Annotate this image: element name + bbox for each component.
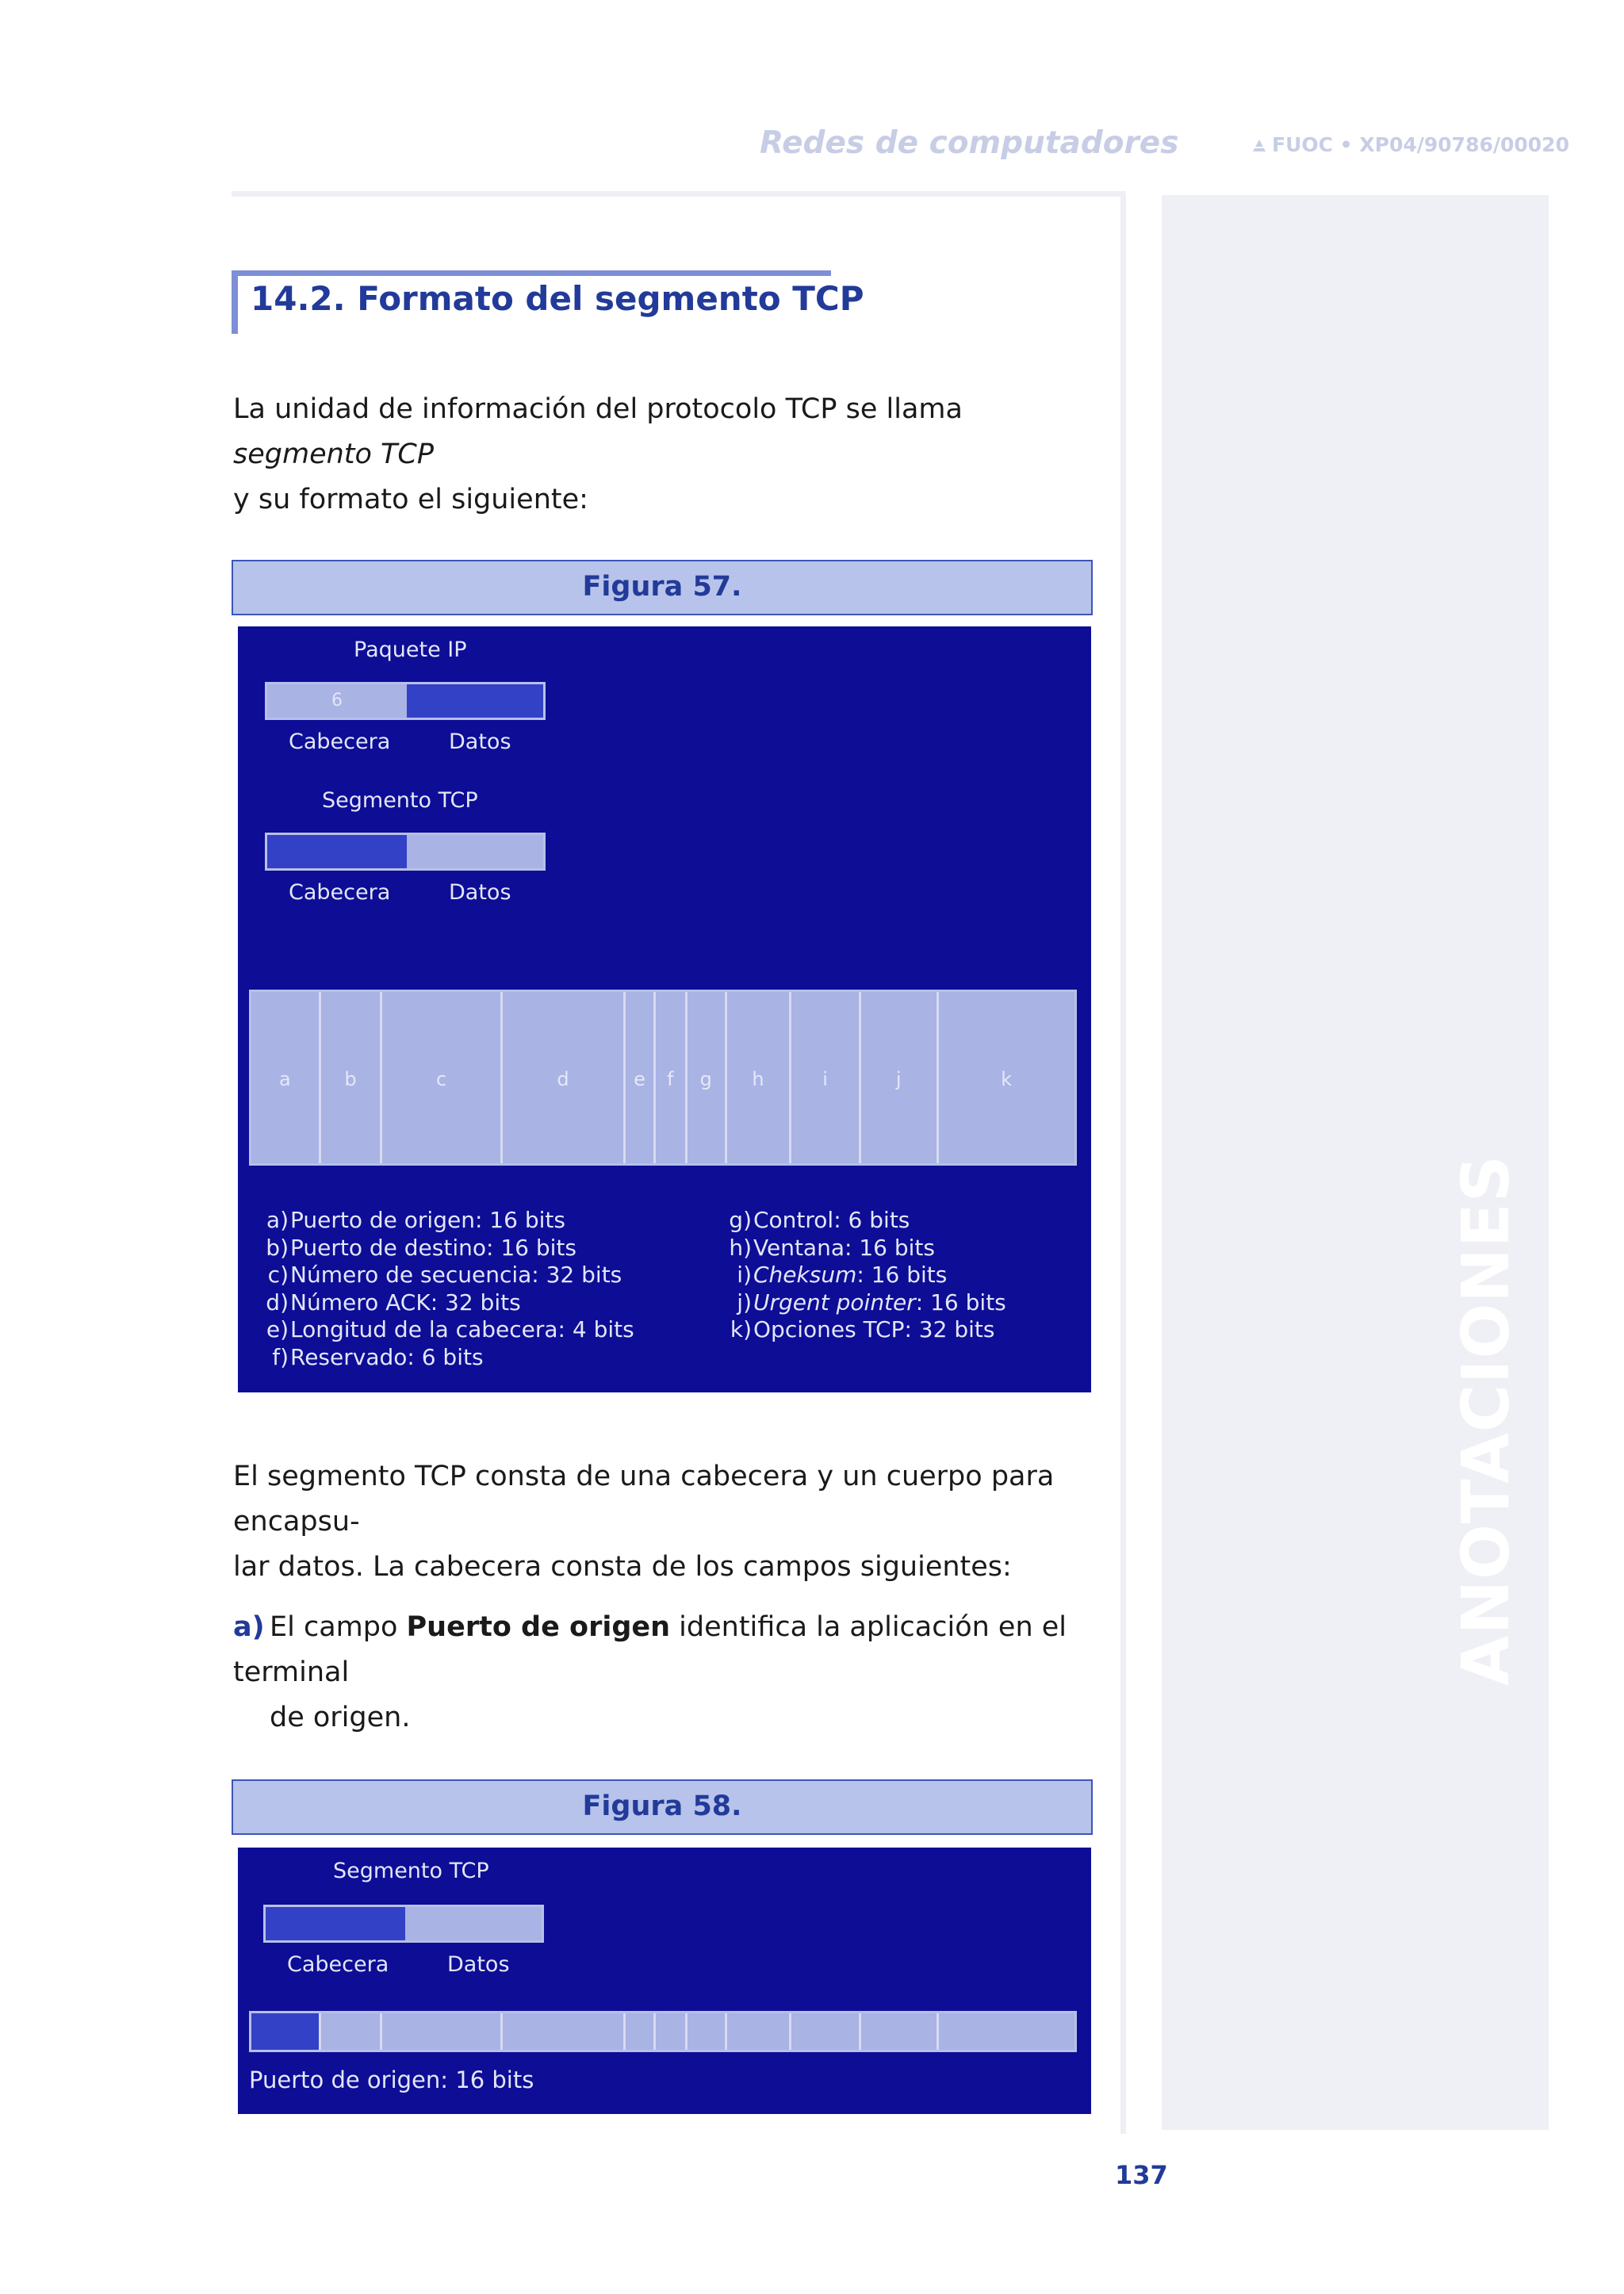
field-letter: f (667, 1068, 674, 1090)
field-k (939, 992, 1074, 1163)
legend-key: h) (729, 1234, 752, 1261)
legend-right-item (709, 1289, 1006, 1317)
figure-57 (238, 626, 1091, 1392)
fig58-tcp-bar (263, 1905, 544, 1943)
field-letter: b (344, 1068, 357, 1090)
field-f (656, 992, 688, 1163)
legend-key: f) (272, 1343, 289, 1370)
field-letter: g (699, 1068, 712, 1090)
legend-text: Opciones TCP: 32 bits (753, 1316, 995, 1342)
heading-rule-left (232, 270, 238, 334)
field-letter: e (634, 1068, 645, 1090)
legend-text: Número ACK: 32 bits (290, 1289, 521, 1316)
legend-text: Número de secuencia: 32 bits (290, 1262, 622, 1288)
heading-rule-top (232, 270, 831, 276)
document-code-text: FUOC • XP04/90786/00020 (1272, 133, 1569, 156)
item-a-line2: de origen. (270, 1702, 411, 1733)
list-item-a (233, 1605, 1097, 1741)
top-rule (232, 191, 1126, 197)
fig58-field-i (791, 2013, 861, 2050)
fig58-field-a (251, 2013, 321, 2050)
body-line2: lar datos. La cabecera consta de los campos siguientes: (233, 1551, 1012, 1583)
field-letter: i (822, 1068, 828, 1090)
ip-header-label: Cabecera (289, 730, 391, 754)
fig58-header-block (266, 1907, 405, 1940)
legend-left-item (246, 1344, 634, 1372)
legend-key: d) (266, 1289, 289, 1316)
field-h (727, 992, 792, 1163)
legend-key: i) (737, 1262, 752, 1288)
fig58-field-b (321, 2013, 383, 2050)
tcp-data-label: Datos (449, 880, 511, 905)
fig58-field-k (939, 2013, 1074, 2050)
item-a-after: identifica la aplicación en el terminal (233, 1611, 1067, 1688)
field-i (791, 992, 861, 1163)
legend-key: c) (267, 1262, 289, 1288)
legend-text: Puerto de origen: 16 bits (290, 1207, 565, 1233)
legend-left-item (246, 1316, 634, 1344)
field-letter: c (435, 1068, 447, 1090)
body-line1: El segmento TCP consta de una cabecera y un cuerpo para encapsu- (233, 1461, 1055, 1538)
field-b (321, 992, 383, 1163)
section-title: Formato del segmento TCP (357, 279, 864, 318)
fig58-field-j (861, 2013, 939, 2050)
tcp-header-block (267, 835, 407, 868)
intro-emphasis: segmento TCP (233, 439, 434, 470)
field-a (251, 992, 321, 1163)
fig58-data-label: Datos (447, 1952, 510, 1977)
page-number: 137 (1115, 2160, 1168, 2190)
legend-key: k) (730, 1316, 752, 1342)
legend-left (246, 1207, 634, 1371)
field-g (688, 992, 727, 1163)
legend-left-item (246, 1289, 634, 1317)
fig58-header-label: Cabecera (287, 1952, 389, 1977)
fig58-header-fields (249, 2011, 1077, 2052)
legend-text: Longitud de la cabecera: 4 bits (290, 1316, 634, 1342)
field-letter: k (1001, 1068, 1013, 1090)
legend-key: j) (737, 1289, 752, 1316)
field-d (503, 992, 626, 1163)
fig58-field-g (688, 2013, 727, 2050)
item-a-text: El campo (270, 1611, 407, 1643)
legend-key: g) (729, 1207, 752, 1233)
field-letter: j (895, 1068, 902, 1090)
item-a-bold: Puerto de origen (406, 1611, 671, 1643)
legend-text: Cheksum: 16 bits (753, 1262, 948, 1288)
ip-packet-bar (265, 682, 546, 720)
section-number: 14.2. (251, 279, 346, 318)
tcp-header-label: Cabecera (289, 880, 391, 905)
legend-right-item (709, 1235, 1006, 1262)
field-letter: h (752, 1068, 764, 1090)
field-letter: d (557, 1068, 569, 1090)
field-j (861, 992, 939, 1163)
intro-text: La unidad de información del protocolo TCP se llama (233, 393, 963, 425)
tcp-data-block (407, 835, 543, 868)
document-code (1251, 133, 1569, 156)
legend-key: a) (266, 1207, 289, 1233)
fig58-data-block (405, 1907, 542, 1940)
legend-left-item (246, 1207, 634, 1235)
figure-58 (238, 1848, 1091, 2114)
legend-text: Control: 6 bits (753, 1207, 910, 1233)
field-letter: a (278, 1068, 291, 1090)
ip-data-label: Datos (449, 730, 511, 754)
body-paragraph (233, 1454, 1097, 1590)
fig58-field-h (727, 2013, 792, 2050)
list-marker: a) (233, 1611, 265, 1643)
legend-right-item (709, 1262, 1006, 1289)
ip-packet-title: Paquete IP (354, 638, 467, 662)
intro-line2: y su formato el siguiente: (233, 484, 588, 515)
legend-right (709, 1207, 1006, 1344)
book-title: Redes de computadores (760, 125, 1179, 161)
intro-paragraph (233, 387, 1097, 523)
section-heading (251, 279, 864, 318)
figure-58-caption: Figura 58. (232, 1779, 1093, 1835)
column-rule (1120, 191, 1126, 2134)
tcp-segment-title: Segmento TCP (322, 788, 478, 813)
legend-right-item (709, 1316, 1006, 1344)
tcp-segment-bar (265, 833, 546, 871)
annotations-sidebar (1162, 195, 1549, 2130)
legend-left-item (246, 1235, 634, 1262)
fig58-highlight-label: Puerto de origen: 16 bits (249, 2066, 534, 2093)
figure-57-caption: Figura 57. (232, 560, 1093, 615)
fig58-tcp-title: Segmento TCP (333, 1859, 489, 1883)
field-c (382, 992, 502, 1163)
fig58-field-f (656, 2013, 688, 2050)
legend-key: e) (266, 1316, 289, 1342)
ip-data-block (407, 684, 543, 718)
tcp-header-fields (249, 990, 1077, 1166)
legend-text: Urgent pointer: 16 bits (753, 1289, 1006, 1316)
legend-key: b) (266, 1234, 289, 1261)
legend-text: Ventana: 16 bits (753, 1234, 935, 1261)
fig58-field-c (382, 2013, 502, 2050)
sidebar-label: ANOTACIONES (1449, 1155, 1524, 1686)
legend-text: Puerto de destino: 16 bits (290, 1234, 576, 1261)
legend-right-item (709, 1207, 1006, 1235)
field-e (626, 992, 656, 1163)
ip-header-block: 6 (267, 684, 407, 718)
legend-text: Reservado: 6 bits (290, 1343, 484, 1370)
fig58-field-e (626, 2013, 656, 2050)
fig58-field-d (503, 2013, 626, 2050)
fuoc-logo-icon (1251, 138, 1267, 152)
legend-left-item (246, 1262, 634, 1289)
